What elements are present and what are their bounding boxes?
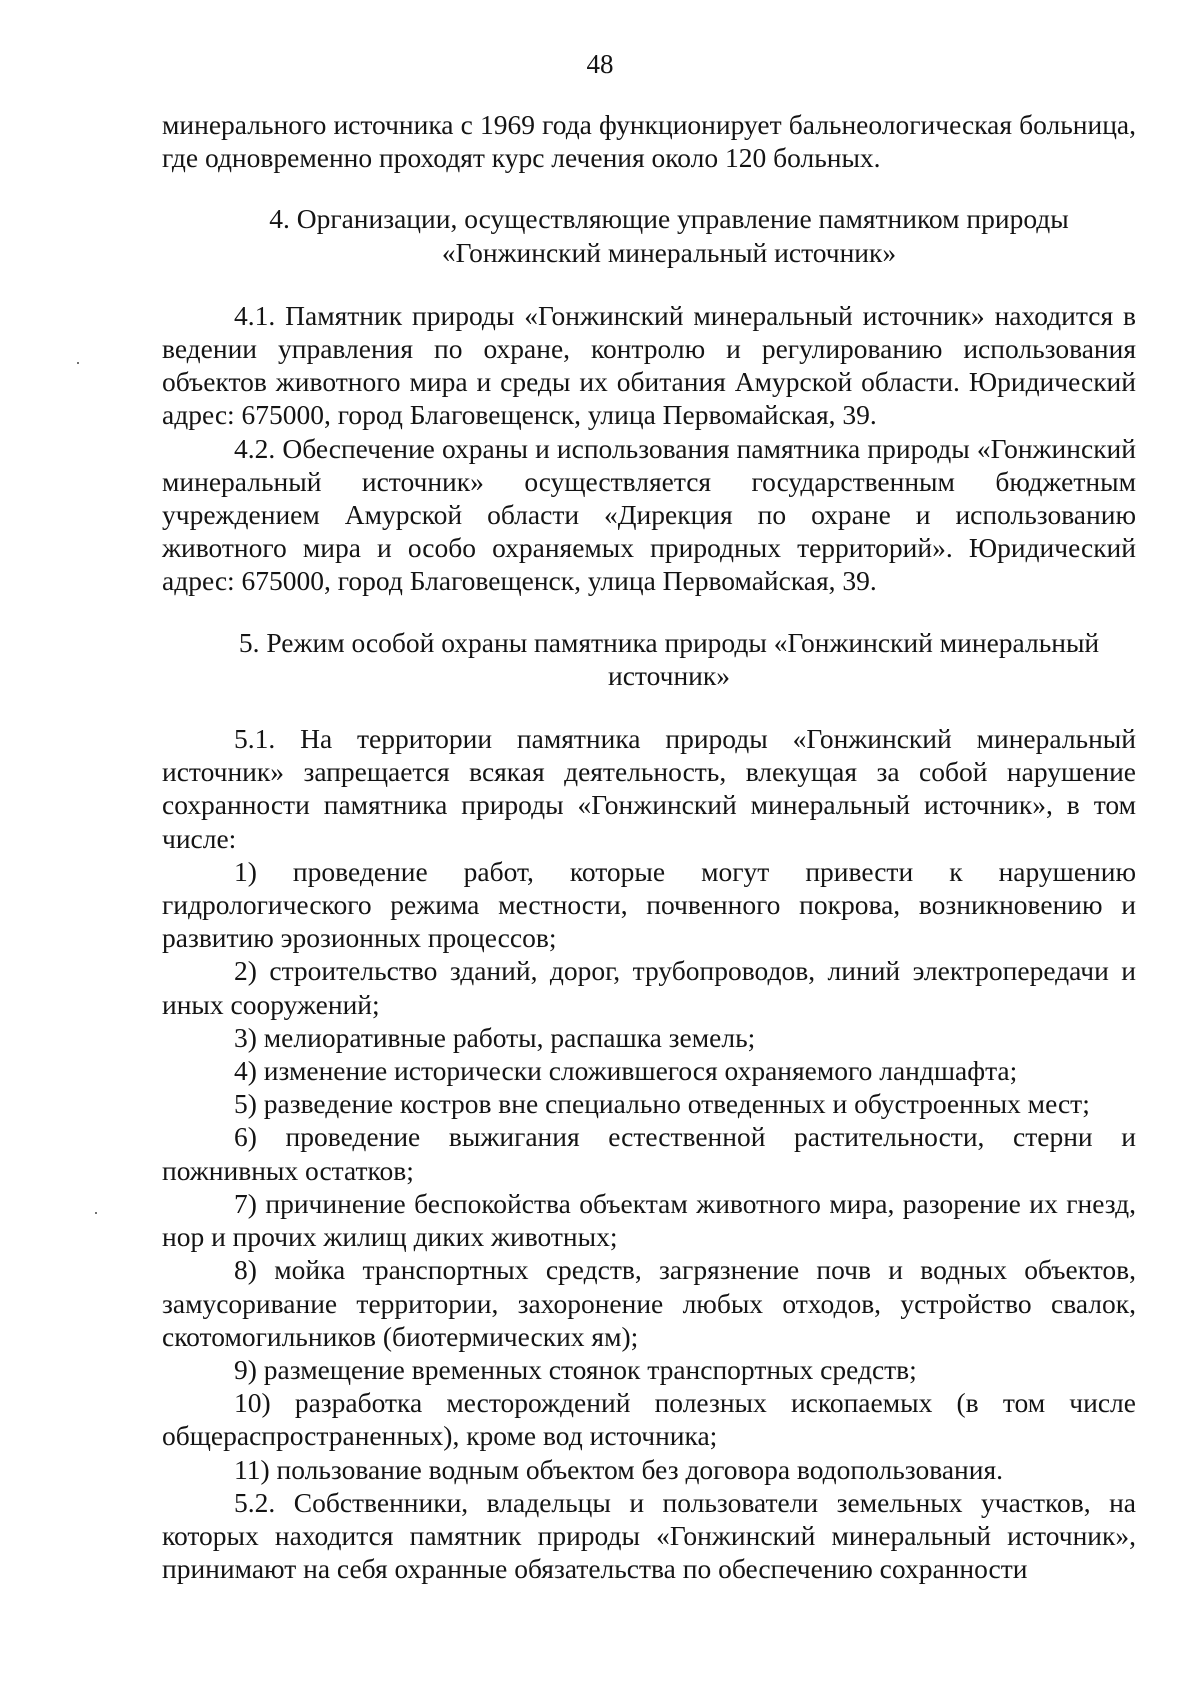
list-item-1: 1) проведение работ, которые могут привести к нарушению гидрологического режима местности, почвенного покрова, возникновению и развитию эрозионных процессов;: [162, 855, 1136, 954]
section-5-heading: 5. Режим особой охраны памятника природы «Гонжинский минеральный источник»: [238, 626, 1100, 691]
section-4-heading: 4. Организации, осуществляющие управление памятником природы «Гонжинский минеральный источник»: [269, 203, 1069, 268]
document-body: [162, 108, 1136, 1585]
list-item-9: 9) размещение временных стоянок транспортных средств;: [234, 1353, 917, 1385]
list-item-5: 5) разведение костров вне специально отведенных и обустроенных мест;: [234, 1088, 1090, 1120]
scan-speck: [95, 1212, 97, 1214]
paragraph-4-1: 4.1. Памятник природы «Гонжинский минеральный источник» находится в ведении управления по охране, контролю и регулированию использования объектов животного мира и среды их обитания Амурской области. Юридический адрес: 675000, город Благовещенск, улица Первомайская, 39.: [162, 299, 1136, 431]
page-number: 48: [586, 49, 614, 79]
paragraph-4-2: 4.2. Обеспечение охраны и использования памятника природы «Гонжинский минеральный источник» осуществляется государственным бюджетным учреждением Амурской области «Дирекция по охране и использованию животного мира и особо охраняемых природных территорий». Юридический адрес: 675000, город Благовещенск, улица Первомайская, 39.: [162, 432, 1136, 597]
intro-paragraph: минерального источника с 1969 года функционирует бальнеологическая больница, где одновременно проходят курс лечения около 120 больных.: [162, 109, 1136, 174]
list-item-2: 2) строительство зданий, дорог, трубопроводов, линий электропередачи и иных сооружений;: [162, 955, 1136, 1020]
scan-speck: [77, 362, 79, 364]
list-item-4: 4) изменение исторически сложившегося охраняемого ландшафта;: [234, 1055, 1018, 1087]
paragraph-5-2: 5.2. Собственники, владельцы и пользователи земельных участков, на которых находится памятник природы «Гонжинский минеральный источник», принимают на себя охранные обязательства по обеспечению сохранности: [162, 1486, 1136, 1585]
list-item-6: 6) проведение выжигания естественной растительности, стерни и пожнивных остатков;: [162, 1121, 1136, 1186]
list-item-3: 3) мелиоративные работы, распашка земель;: [234, 1021, 756, 1053]
list-item-7: 7) причинение беспокойства объектам животного мира, разорение их гнезд, нор и прочих жилищ диких животных;: [162, 1187, 1136, 1253]
list-item-8: 8) мойка транспортных средств, загрязнение почв и водных объектов, замусоривание территории, захоронение любых отходов, устройство свалок, скотомогильников (биотермических ям);: [162, 1254, 1136, 1352]
list-item-11: 11) пользование водным объектом без договора водопользования.: [234, 1453, 1004, 1485]
list-item-10: 10) разработка месторождений полезных ископаемых (в том числе общераспространенных), кроме вод источника;: [162, 1387, 1136, 1452]
paragraph-5-1: 5.1. На территории памятника природы «Гонжинский минеральный источник» запрещается всякая деятельность, влекущая за собой нарушение сохранности памятника природы «Гонжинский минеральный источник», в том числе:: [162, 723, 1136, 854]
